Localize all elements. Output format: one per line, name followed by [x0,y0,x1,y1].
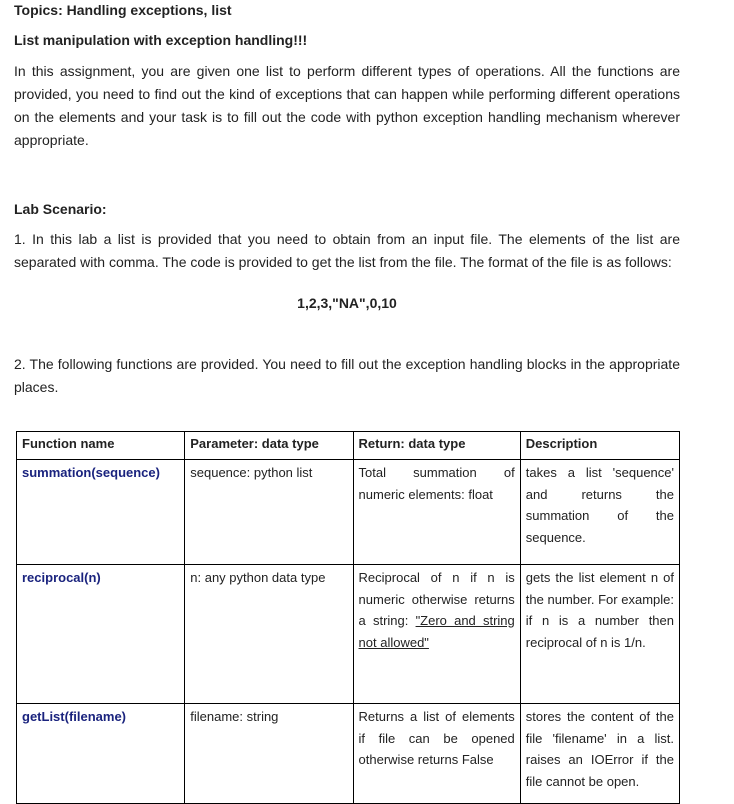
table-header-row [17,432,680,460]
return-cell: Total summation of numeric elements: float [353,460,520,565]
document-body [14,0,680,399]
description-cell: takes a list 'sequence' and returns the summation of the sequence. [520,460,679,565]
return-string-underlined: "Zero and string not allowed" [358,613,515,650]
header-parameter: Parameter: data type [185,432,353,460]
functions-table [16,431,680,804]
header-function-name: Function name [17,432,185,460]
topics-heading: Topics: Handling exceptions, list [14,2,232,18]
table-row [17,704,680,804]
description-cell: stores the content of the file 'filename' in a list. raises an IOError if the file cannot be open. [520,704,679,804]
return-cell: Returns a list of elements if file can be opened otherwise returns False [353,704,520,804]
step-1-paragraph: 1. In this lab a list is provided that you need to obtain from an input file. The elements of the list are separated with comma. The code is provided to get the list from the file. The format of the file is as follows: [14,231,680,270]
header-return: Return: data type [353,432,520,460]
function-name-cell: summation(sequence) [17,460,185,565]
return-text: Reciprocal of n if n is numeric otherwise returns a string: [358,570,515,628]
table-row [17,460,680,565]
return-cell [353,565,520,704]
assignment-title: List manipulation with exception handling!!! [14,32,308,48]
description-cell: gets the list element n of the number. For example: if n is a number then reciprocal of n is 1/n. [520,565,679,704]
function-name-cell: getList(filename) [17,704,185,804]
parameter-cell: sequence: python list [185,460,353,565]
file-format-example: 1,2,3,"NA",0,10 [297,295,397,311]
lab-scenario-heading: Lab Scenario: [14,201,107,217]
parameter-cell: n: any python data type [185,565,353,704]
header-description: Description [520,432,679,460]
step-2-paragraph: 2. The following functions are provided. You need to fill out the exception handling blocks in the appropriate places. [14,356,680,395]
intro-paragraph: In this assignment, you are given one list to perform different types of operations. All the functions are provided, you need to find out the kind of exceptions that can happen while performing different operations on the elements and your task is to fill out the code with python exception handling mechanism wherever appropriate. [14,63,680,148]
parameter-cell: filename: string [185,704,353,804]
table-row [17,565,680,704]
function-name-cell: reciprocal(n) [17,565,185,704]
